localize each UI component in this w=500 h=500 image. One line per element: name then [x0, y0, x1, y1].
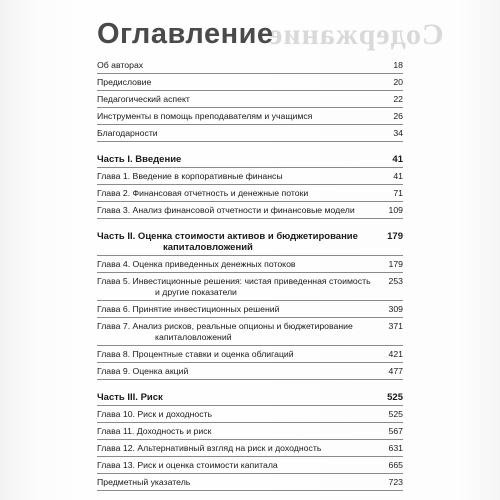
toc-label: Глава 4. Оценка приведенных денежных потоков [97, 259, 296, 269]
table-of-contents [97, 57, 403, 491]
toc-page-number: 309 [388, 304, 403, 314]
toc-label: Глава 8. Процентные ставки и оценка облигаций [97, 349, 294, 359]
toc-page-number: 253 [388, 276, 403, 286]
toc-label: Благодарности [97, 128, 158, 138]
toc-page-number: 41 [392, 154, 403, 165]
toc-label: Глава 9. Оценка акций [97, 366, 189, 376]
toc-label-line2: и другие показатели [155, 287, 237, 297]
toc-label-line1: Глава 5. Инвестиционные решения: чистая приведенная стоимость [97, 276, 371, 286]
toc-row-chapter-6 [97, 301, 403, 318]
toc-row-chapter-2 [97, 185, 403, 202]
toc-row-chapter-4 [97, 256, 403, 273]
toc-label [97, 276, 371, 298]
toc-page-number: 421 [388, 349, 403, 359]
toc-page-number: 109 [388, 205, 403, 215]
toc-label: Предисловие [97, 77, 152, 87]
toc-page-number: 665 [388, 460, 403, 470]
toc-row-acknowledgements [97, 125, 403, 142]
toc-label: Глава 10. Риск и доходность [97, 409, 213, 419]
toc-part-label: Часть I. Введение [97, 154, 182, 165]
toc-row-chapter-7 [97, 318, 403, 346]
toc-page-number: 525 [388, 409, 403, 419]
toc-part-label [97, 231, 358, 253]
toc-row-chapter-12 [97, 440, 403, 457]
toc-row-pedagogy [97, 91, 403, 108]
toc-label: Глава 12. Альтернативный взгляд на риск и доходность [97, 443, 322, 453]
toc-part-heading-1 [97, 151, 403, 168]
toc-page-number: 723 [388, 477, 403, 487]
toc-label: Глава 6. Принятие инвестиционных решений [97, 304, 280, 314]
toc-page-number: 18 [393, 60, 403, 70]
toc-part-heading-3 [97, 389, 403, 406]
toc-page-number: 179 [387, 231, 403, 242]
toc-label: Предметный указатель [97, 477, 191, 487]
toc-row-index [97, 474, 403, 491]
toc-page-number: 20 [393, 77, 403, 87]
toc-row-chapter-3 [97, 202, 403, 219]
toc-part-label: Часть III. Риск [97, 392, 163, 403]
toc-row-chapter-13 [97, 457, 403, 474]
page-title: Оглавление [97, 18, 274, 50]
toc-label: Глава 13. Риск и оценка стоимости капитала [97, 460, 278, 470]
toc-row-chapter-11 [97, 423, 403, 440]
toc-label: Глава 2. Финансовая отчетность и денежные потоки [97, 188, 309, 198]
toc-page-number: 26 [393, 111, 403, 121]
toc-page-number: 71 [393, 188, 403, 198]
toc-page-number: 34 [393, 128, 403, 138]
toc-row-chapter-1 [97, 168, 403, 185]
toc-page-number: 371 [388, 321, 403, 331]
toc-label: Глава 3. Анализ финансовой отчетности и финансовые модели [97, 205, 355, 215]
toc-page-number: 477 [388, 366, 403, 376]
toc-page-number: 525 [387, 392, 403, 403]
toc-label: Об авторах [97, 60, 144, 70]
toc-label [97, 321, 353, 343]
toc-label: Глава 11. Доходность и риск [97, 426, 212, 436]
bleed-through-title: Содержание [268, 18, 444, 51]
toc-label-line2: капиталовложений [155, 332, 232, 342]
toc-label: Глава 1. Введение в корпоративные финансы [97, 171, 283, 181]
toc-page-number: 567 [388, 426, 403, 436]
toc-row-chapter-8 [97, 346, 403, 363]
toc-label-line1: Глава 7. Анализ рисков, реальные опционы и бюджетирование [97, 321, 353, 331]
toc-row-chapter-5 [97, 273, 403, 301]
toc-part-label-line2: капиталовложений [163, 242, 253, 253]
toc-row-tools [97, 108, 403, 125]
toc-part-heading-2 [97, 228, 403, 256]
toc-page-number: 22 [393, 94, 403, 104]
toc-part-label-line1: Часть II. Оценка стоимости активов и бюджетирование [97, 231, 358, 242]
toc-page-number: 179 [388, 259, 403, 269]
toc-page-number: 631 [388, 443, 403, 453]
toc-row-chapter-9 [97, 363, 403, 380]
toc-row-about-authors [97, 57, 403, 74]
toc-page-number: 41 [393, 171, 403, 181]
toc-label: Педагогический аспект [97, 94, 190, 104]
toc-row-preface [97, 74, 403, 91]
toc-label: Инструменты в помощь преподавателям и учащимся [97, 111, 313, 121]
toc-row-chapter-10 [97, 406, 403, 423]
